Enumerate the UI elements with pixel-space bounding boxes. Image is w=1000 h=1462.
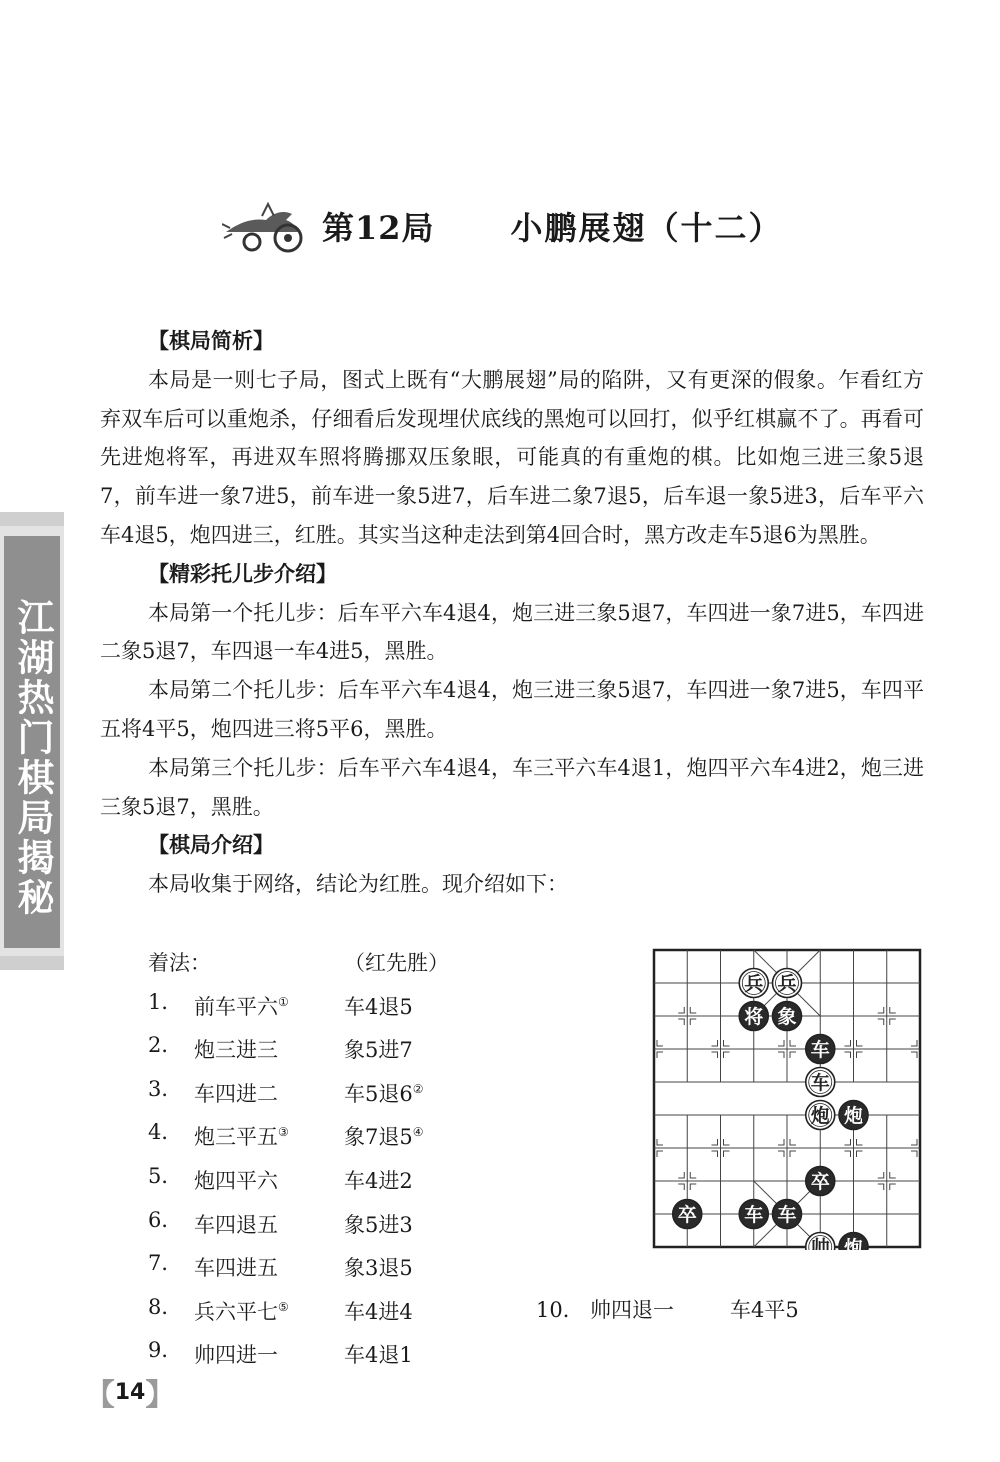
move-number: 3． bbox=[148, 1076, 183, 1101]
red-move-cell bbox=[194, 1070, 344, 1114]
black-move-note: ④ bbox=[412, 1125, 424, 1140]
trap-paragraph-3: 本局第三个托儿步：后车平六车4退4，车三平六车4退1，炮四平六车4进2，炮三进三象5退7，黑胜。 bbox=[100, 755, 924, 819]
position-marker bbox=[890, 1007, 896, 1013]
traps-heading: 【精彩托儿步介绍】 bbox=[148, 561, 337, 586]
red-move-cell bbox=[194, 1201, 344, 1245]
position-marker bbox=[657, 1040, 663, 1046]
red-move: 车四进五 bbox=[194, 1256, 278, 1281]
black-move-note: ② bbox=[412, 1081, 424, 1096]
position-marker bbox=[778, 1139, 784, 1145]
move-number: 2． bbox=[148, 1033, 183, 1058]
position-marker bbox=[857, 1040, 863, 1046]
position-marker bbox=[690, 1184, 696, 1190]
position-marker bbox=[724, 1139, 730, 1145]
piece-label: 车 bbox=[744, 1204, 764, 1226]
position-marker bbox=[857, 1139, 863, 1145]
move-number: 8． bbox=[148, 1294, 183, 1319]
piece-label: 车 bbox=[810, 1072, 830, 1094]
position-marker bbox=[778, 1151, 784, 1157]
position-marker bbox=[657, 1052, 663, 1058]
position-marker bbox=[678, 1019, 684, 1025]
trap-paragraph-2: 本局第二个托儿步：后车平六车4退4，炮三进三象5退7，车四进一象7进5，车四平五将4平5，炮四进三将5平6，黑胜。 bbox=[100, 678, 924, 741]
black-move-cell bbox=[344, 1070, 544, 1114]
piece-label: 兵 bbox=[744, 973, 764, 995]
move-number: 1． bbox=[148, 989, 183, 1014]
position-marker bbox=[890, 1172, 896, 1178]
red-move-cell bbox=[194, 1026, 344, 1070]
move-row bbox=[148, 1070, 608, 1114]
red-move-cell bbox=[194, 1157, 344, 1201]
moves-label: 着法： bbox=[148, 951, 211, 975]
position-marker bbox=[878, 1019, 884, 1025]
position-marker bbox=[790, 1139, 796, 1145]
chess-board-diagram bbox=[650, 946, 924, 1250]
red-move: 前车平六 bbox=[194, 994, 278, 1019]
moves-result: （红先胜） bbox=[344, 951, 449, 975]
position-marker bbox=[878, 1184, 884, 1190]
black-move: 象7退5 bbox=[344, 1125, 413, 1150]
position-marker bbox=[678, 1184, 684, 1190]
page-number bbox=[84, 1374, 176, 1413]
black-move: 车4进4 bbox=[344, 1299, 413, 1324]
chapter-name: 小鹏展翅（十二） bbox=[510, 209, 783, 247]
chess-board bbox=[650, 946, 924, 1250]
position-marker bbox=[845, 1139, 851, 1145]
intro-heading: 【棋局介绍】 bbox=[148, 833, 274, 858]
piece-label: 车 bbox=[777, 1204, 797, 1226]
move-number: 4． bbox=[148, 1120, 183, 1145]
position-marker bbox=[712, 1139, 718, 1145]
piece-label: 兵 bbox=[777, 973, 797, 995]
chariot-ornament-icon bbox=[222, 198, 314, 254]
body-text bbox=[100, 322, 924, 904]
black-move-cell bbox=[344, 1157, 544, 1201]
position-marker bbox=[911, 1052, 917, 1058]
position-marker bbox=[857, 1151, 863, 1157]
piece-label: 卒 bbox=[810, 1171, 830, 1193]
red-move-cell bbox=[194, 1113, 344, 1157]
move-row bbox=[148, 1113, 608, 1157]
black-move-cell bbox=[344, 1113, 544, 1157]
move-number: 10． bbox=[536, 1298, 584, 1322]
position-marker bbox=[790, 1040, 796, 1046]
page-number-value: 14 bbox=[114, 1379, 146, 1405]
red-move-cell bbox=[194, 1288, 344, 1332]
red-move: 帅四进一 bbox=[194, 1343, 278, 1368]
intro-paragraph: 本局收集于网络，结论为红胜。现介绍如下： bbox=[148, 872, 568, 897]
position-marker bbox=[857, 1052, 863, 1058]
chapter-title bbox=[222, 196, 783, 256]
side-tab-core bbox=[4, 536, 60, 948]
position-marker bbox=[890, 1019, 896, 1025]
position-marker bbox=[724, 1052, 730, 1058]
black-move-cell bbox=[344, 1026, 544, 1070]
move-number: 6． bbox=[148, 1207, 183, 1232]
piece-label: 帅 bbox=[810, 1237, 830, 1250]
move-row bbox=[148, 1331, 608, 1375]
piece-label: 卒 bbox=[677, 1204, 697, 1226]
move-row bbox=[148, 983, 608, 1027]
red-move: 车四退五 bbox=[194, 1212, 278, 1237]
black-move-cell bbox=[344, 1201, 544, 1245]
piece-label: 车 bbox=[810, 1039, 830, 1061]
position-marker bbox=[778, 1052, 784, 1058]
black-move: 车4退1 bbox=[344, 1343, 413, 1368]
position-marker bbox=[712, 1151, 718, 1157]
position-marker bbox=[690, 1172, 696, 1178]
analysis-paragraph: 本局是一则七子局，图式上既有“大鹏展翅”局的陷阱，又有更深的假象。乍看红方弃双车后可以重炮杀，仔细看后发现埋伏底线的黑炮可以回打，似乎红棋赢不了。再看可先进炮将军，再进双车照将腾挪双压象眼，可能真的有重炮的棋。比如炮三进三象5退7，前车进一象7进5，前车进一象5进7，后车进二象7退5，后车退一象5进3，后车平六车4退5，炮四进三，红胜。其实当这种走法到第4回合时，黑方改走车5退6为黑胜。 bbox=[100, 367, 924, 547]
move-number: 9． bbox=[148, 1338, 183, 1363]
red-move-cell bbox=[194, 983, 344, 1027]
red-move: 车四进二 bbox=[194, 1081, 278, 1106]
black-move-cell bbox=[344, 983, 544, 1027]
position-marker bbox=[845, 1052, 851, 1058]
red-move: 帅四退一 bbox=[590, 1298, 674, 1322]
position-marker bbox=[878, 1172, 884, 1178]
red-move-note: ① bbox=[278, 994, 289, 1009]
move-number: 5． bbox=[148, 1163, 183, 1188]
side-tab-band-top bbox=[0, 512, 64, 526]
position-marker bbox=[724, 1151, 730, 1157]
position-marker bbox=[690, 1019, 696, 1025]
black-move-cell bbox=[344, 1331, 544, 1375]
red-move: 炮三进三 bbox=[194, 1038, 278, 1063]
position-marker bbox=[678, 1172, 684, 1178]
red-move-note: ⑤ bbox=[278, 1299, 289, 1314]
bracket-left-icon: 【 bbox=[84, 1378, 115, 1413]
analysis-heading: 【棋局简析】 bbox=[148, 329, 274, 353]
black-move: 象5进7 bbox=[344, 1038, 413, 1063]
move-row bbox=[148, 1244, 608, 1288]
position-marker bbox=[911, 1040, 917, 1046]
red-move: 炮四平六 bbox=[194, 1168, 278, 1193]
black-move: 车4进2 bbox=[344, 1168, 413, 1193]
position-marker bbox=[724, 1040, 730, 1046]
moves-header bbox=[148, 944, 608, 983]
black-move: 车4退5 bbox=[344, 994, 413, 1019]
position-marker bbox=[790, 1052, 796, 1058]
position-marker bbox=[878, 1007, 884, 1013]
piece-label: 炮 bbox=[843, 1105, 864, 1127]
red-move: 兵六平七 bbox=[194, 1299, 278, 1324]
trap-paragraph-1: 本局第一个托儿步：后车平六车4退4，炮三进三象5退7，车四进一象7进5，车四进二象5退7，车四退一车4进5，黑胜。 bbox=[100, 600, 924, 664]
position-marker bbox=[657, 1151, 663, 1157]
move-row-10 bbox=[536, 1291, 799, 1329]
side-tab-band-bottom bbox=[0, 956, 64, 970]
position-marker bbox=[911, 1139, 917, 1145]
position-marker bbox=[845, 1151, 851, 1157]
position-marker bbox=[678, 1007, 684, 1013]
bracket-right-icon: 】 bbox=[145, 1378, 176, 1413]
black-move: 象5进3 bbox=[344, 1212, 413, 1237]
position-marker bbox=[778, 1040, 784, 1046]
position-marker bbox=[890, 1184, 896, 1190]
black-move: 车5退6 bbox=[344, 1081, 413, 1106]
side-tab bbox=[0, 512, 64, 970]
move-number: 7． bbox=[148, 1251, 183, 1276]
position-marker bbox=[690, 1007, 696, 1013]
piece-label: 象 bbox=[777, 1006, 797, 1028]
side-tab-text: 江湖热门棋局揭秘 bbox=[11, 598, 54, 918]
black-move: 象3退5 bbox=[344, 1256, 413, 1281]
chapter-number: 第12局 bbox=[322, 209, 435, 247]
piece-label: 将 bbox=[744, 1006, 764, 1028]
move-row bbox=[148, 1157, 608, 1201]
position-marker bbox=[911, 1151, 917, 1157]
red-move-note: ③ bbox=[278, 1125, 289, 1140]
position-marker bbox=[712, 1052, 718, 1058]
piece-label: 炮 bbox=[810, 1105, 830, 1127]
red-move-cell bbox=[194, 1331, 344, 1375]
black-move-cell bbox=[344, 1288, 544, 1332]
move-row bbox=[148, 1026, 608, 1070]
red-move: 炮三平五 bbox=[194, 1125, 278, 1150]
move-row bbox=[148, 1201, 608, 1245]
piece-label: 炮 bbox=[843, 1237, 864, 1250]
position-marker bbox=[845, 1040, 851, 1046]
black-move-cell bbox=[344, 1244, 544, 1288]
position-marker bbox=[712, 1040, 718, 1046]
position-marker bbox=[657, 1139, 663, 1145]
position-marker bbox=[790, 1151, 796, 1157]
black-move: 车4平5 bbox=[730, 1298, 799, 1322]
red-move-cell bbox=[194, 1244, 344, 1288]
